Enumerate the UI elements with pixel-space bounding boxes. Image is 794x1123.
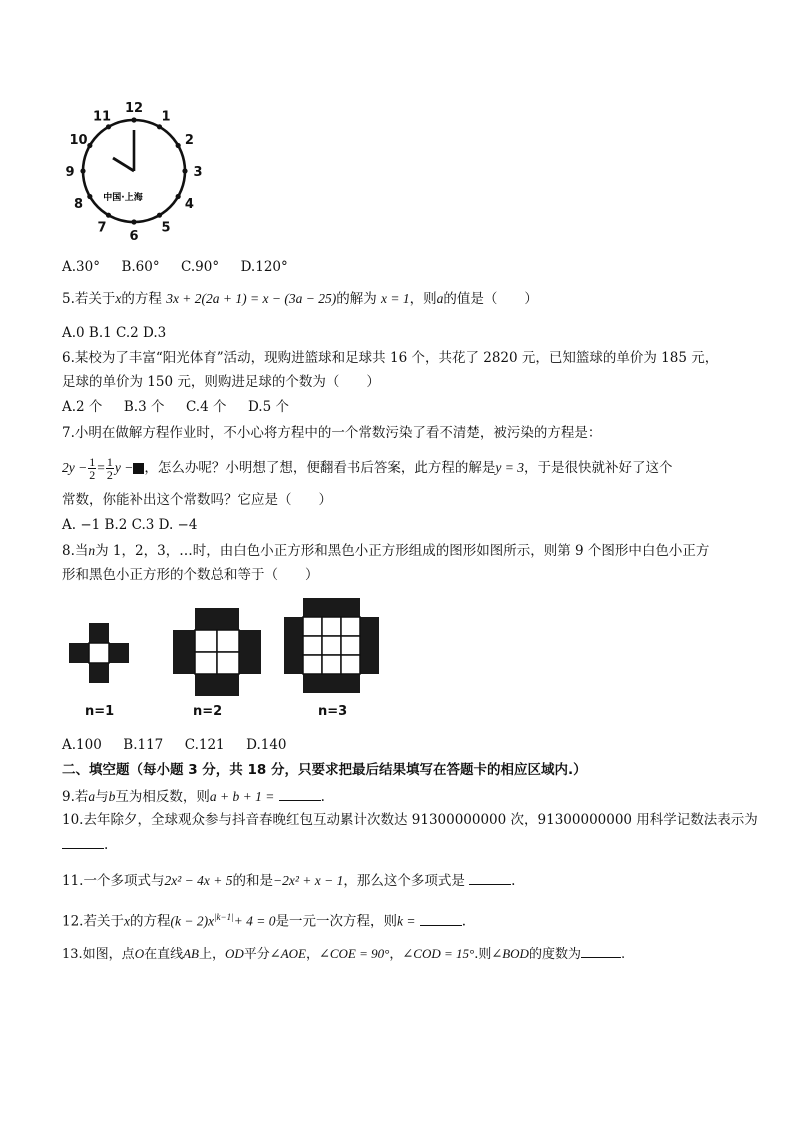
q13-stem: 13.如图，点O在直线AB上，OD平分∠AOE，∠COE = 90°，∠COD = 15°.则∠BOD的度数为 .	[62, 946, 626, 962]
pattern-figure-n2	[173, 608, 261, 696]
q7-line-3: 常数，你能补出这个常数吗？它应是（ ）	[62, 492, 332, 508]
q10-line-1: 10.去年除夕，全球观众参与抖音春晚红包互动累计次数达 91300000000 次，91300000000 用科学记数法表示为	[62, 812, 758, 828]
q12-stem: 12.若关于x的方程$(k - 2)x^{|k-1|}+ 4 = 0$是一元一次方程，则k = .	[62, 912, 467, 930]
q4-option-a: A.30°	[62, 259, 100, 275]
clock-tick	[87, 143, 92, 148]
q12-answer-blank[interactable]	[420, 912, 462, 926]
q13-answer-blank[interactable]	[581, 944, 621, 958]
clock-tick	[176, 194, 181, 199]
clock-tick	[80, 168, 85, 173]
pattern-figure-n3	[284, 598, 379, 693]
caption-n3: n=3	[318, 704, 348, 719]
q11-stem: 11.一个多项式与2x² − 4x + 5的和是−2x² + x − 1，那么这个多项式是 .	[62, 873, 516, 889]
q5-options: A.0 B.1 C.2 D.3	[62, 325, 167, 341]
clock-number: 3	[193, 165, 203, 180]
q7-options: A. −1 B.2 C.3 D. −4	[62, 517, 198, 533]
q5-equation: 3x + 2(2a + 1) = x − (3a − 25)	[166, 291, 337, 306]
clock-tick	[176, 143, 181, 148]
clock-hour-hand	[113, 158, 134, 171]
pattern-figure-n1	[69, 623, 129, 683]
q4-option-d: D.120°	[240, 259, 288, 275]
clock-tick	[157, 213, 162, 218]
q10-answer-blank[interactable]	[62, 835, 104, 849]
ink-blot	[133, 463, 144, 474]
q5-solution: x = 1	[381, 291, 410, 306]
q10-line-2: .	[62, 835, 108, 854]
q4-options	[62, 258, 288, 276]
q6-options: A.2 个 B.3 个 C.4 个 D.5 个	[62, 399, 289, 415]
q7-line-1: 7.小明在做解方程作业时，不小心将方程中的一个常数污染了看不清楚，被污染的方程是：	[62, 425, 602, 441]
clock-number: 5	[161, 220, 171, 236]
q8-line-2: 形和黑色小正方形的个数总和等于（ ）	[62, 567, 319, 583]
clock-number: 9	[65, 165, 75, 180]
clock-number: 6	[129, 229, 139, 244]
clock-tick	[157, 124, 162, 129]
clock-figure	[65, 98, 203, 248]
clock-number: 11	[92, 109, 112, 125]
q5-stem: 5.若关于x的方程 3x + 2(2a + 1) = x − (3a − 25)的解为 x = 1，则a的值是（ ）	[62, 291, 538, 307]
clock-center-label: 中国·上海	[103, 193, 143, 203]
clock-tick	[131, 219, 136, 224]
clock-tick	[106, 124, 111, 129]
q8-options: A.100 B.117 C.121 D.140	[62, 737, 287, 753]
caption-n2: n=2	[193, 704, 223, 719]
clock-number: 1	[161, 109, 171, 125]
q11-answer-blank[interactable]	[469, 871, 511, 885]
clock-number: 12	[124, 101, 144, 116]
section-2-title: 二、填空题（每小题 3 分，共 18 分，只要求把最后结果填写在答题卡的相应区域内.）	[62, 762, 587, 778]
clock-tick	[182, 168, 187, 173]
clock-number: 4	[184, 197, 194, 212]
q4-option-c: C.90°	[181, 259, 220, 275]
q4-option-b: B.60°	[121, 259, 160, 275]
clock-number: 7	[97, 220, 107, 236]
q9-stem: 9.若a与b互为相反数，则a + b + 1 = .	[62, 789, 325, 805]
caption-n1: n=1	[85, 704, 115, 719]
q7-solution: y = 3	[495, 460, 524, 475]
q8-line-1: 8.当n为 1，2，3，…时，由白色小正方形和黑色小正方形组成的图形如图所示，则第 9 个图形中白色小正方	[62, 543, 710, 559]
clock-number: 2	[184, 133, 194, 148]
clock-tick	[87, 194, 92, 199]
clock-tick	[131, 117, 136, 122]
q6-line-2: 足球的单价为 150 元，则购进足球的个数为（ ）	[62, 374, 380, 390]
clock-number: 8	[74, 197, 84, 212]
q6-line-1: 6.某校为了丰富“阳光体育”活动，现购进篮球和足球共 16 个，共花了 2820 元，已知篮球的单价为 185 元，	[62, 350, 719, 366]
q7-line-2: 2y − $\frac{1}{2}$ = $\frac{1}{2}$ y − ，怎么办呢？小明想了想，便翻看书后答案，此方程的解是y = 3，于是很快就补好了这个	[62, 455, 673, 482]
clock-tick	[106, 213, 111, 218]
q9-answer-blank[interactable]	[279, 787, 321, 801]
clock-number: 10	[69, 133, 88, 148]
